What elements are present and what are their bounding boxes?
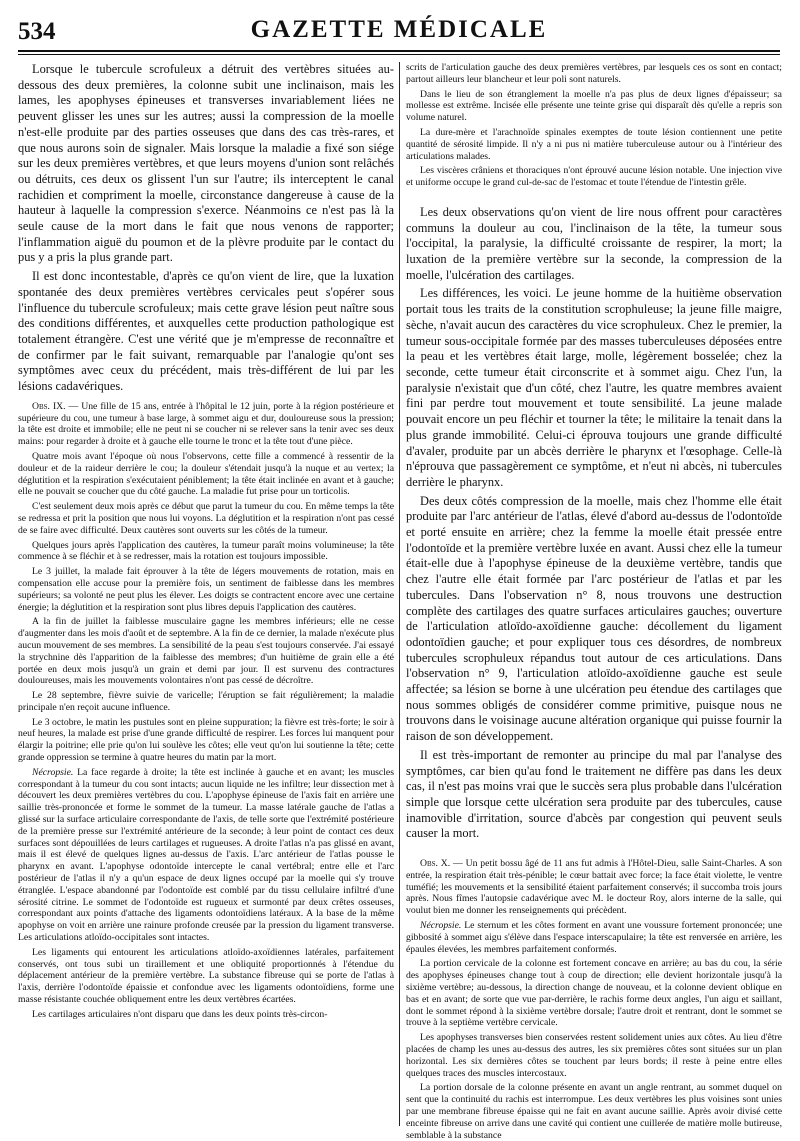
paragraph-text: scrits de l'articulation gauche des deux premières vertèbres, par lesquels ces os sont en contact; partout ailleurs leur blancheur et leur poli sont naturels. bbox=[406, 62, 782, 85]
paragraph bbox=[18, 269, 394, 395]
paragraph bbox=[18, 767, 394, 944]
paragraph bbox=[406, 1032, 782, 1079]
paragraph-text: Les ligaments qui entourent les articulations atloïdo-axoïdiennes latérales, parfaitement conservés, ont tous subi un tiraillement et une obliquité proportionnés à l'étendue du déplacement antérieur de la première vertèbre. La substance fibreuse qui se porte de l'atlas à l'axis, derrière l'odontoïde épaissie et confondue avec les ligaments odontoïdiens, forme une masse résistante couchée obliquement entre les deux vertèbres écartées. bbox=[18, 946, 394, 1006]
paragraph-text: La dure-mère et l'arachnoïde spinales exemptes de toute lésion contiennent une petite quantité de sérosité limpide. Il n'y a ni pus ni matière tuberculeuse autour ou à l'intérieur des articulations malades. bbox=[406, 126, 782, 162]
paragraph bbox=[18, 566, 394, 613]
paragraph bbox=[18, 1009, 394, 1021]
paragraph bbox=[406, 858, 782, 917]
paragraph-text: — Une fille de 15 ans, entrée à l'hôpital le 12 juin, porte à la région postérieure et supérieure du cou, une tumeur à base large, à sommet aigu et dur, douloureuse sous la pression; la tête est droite et immobile; elle ne peut ni se coucher ni se relever sans la tenir avec ses deux mains: pour regarder à droite et à gauche elle tourne le tronc et la tête tout d'une pièce. bbox=[18, 400, 394, 448]
paragraph bbox=[406, 165, 782, 189]
paragraph-text: Il est donc incontestable, d'après ce qu'on vient de lire, que la luxation spontanée des deux premières vertèbres cervicales peut s'opérer sous l'influence du tubercule scrofuleux; mais cette grave lésion peut naître sous des conditions différentes, et auxquelles cette production pathologique est totalement étrangère. C'est une vérité que je m'empresse de reconnaître et de confirmer par le fait suivant, remarquable par l'analogie qu'ont ses symptômes avec ceux du précédent, mais très-différent de lui par les lésions cadavériques. bbox=[18, 269, 394, 394]
paragraph bbox=[18, 501, 394, 536]
paragraph-text: La portion cervicale de la colonne est fortement concave en arrière; au bas du cou, la série des apophyses épineuses change tout à coup de direction; elle devient horizontale jusqu'à la sixième vertèbre; au-dessous, la direction change de nouveau, et la colonne devient oblique en bas et en avant; de sorte que vue par-derrière, le rachis forme deux angles, l'un aigu et saillant, dont le sommet répond à la sixième vertèbre dorsale; l'autre droit et rentrant, dont le sommet se trouve à la septième vertèbre cervicale. bbox=[406, 958, 782, 1029]
paragraph-text: La portion dorsale de la colonne présente en avant un angle rentrant, au sommet duquel on sent que la continuité du rachis est interrompue. Les deux vertèbres les plus voisines sont unies par une membrane fibreuse épaisse qui ne fait en avant aucune saillie. Après avoir divisé cette enceinte fibreuse on arrive dans une cavité qui contient une cuillerée de matière molle butireuse, semblable à la substance bbox=[406, 1082, 782, 1141]
paragraph-text: Dans le lieu de son étranglement la moelle n'a pas plus de deux lignes d'épaisseur; sa mollesse est extrême. Incisée elle présente une teinte grise qui disparaît dès qu'elle a repris son volume naturel. bbox=[406, 88, 782, 124]
paragraph-text: Le sternum et les côtes forment en avant une voussure fortement prononcée; une gibbosité à sommet aigu s'élève dans l'espace interscapulaire; la tête est renversée en arrière, les épaules élevées, les membres parfaitement conformés. bbox=[406, 920, 782, 955]
paragraph bbox=[18, 690, 394, 714]
page-header bbox=[18, 16, 780, 52]
paragraph bbox=[406, 127, 782, 162]
paragraph-text: A la fin de juillet la faiblesse musculaire gagne les membres inférieurs; elle ne cesse d'augmenter dans les mois d'août et de septembre. A la fin de ce dernier, la malade n'exécute plus aucun mouvement de ses membres. La sensibilité de la peau s'est toujours conservée. J'ai essayé la strychnine dès l'apparition de la faiblesse des membres; d'un huitième de grain elle a été portée en deux mois jusqu'à un grain et demi par jour. Il est survenu des contractures douloureuses, mais les mouvements volontaires n'ont pas cessé de décroître. bbox=[18, 616, 394, 687]
paragraph bbox=[406, 958, 782, 1029]
paragraph bbox=[18, 451, 394, 498]
paragraph-lead: Obs. IX. bbox=[32, 400, 66, 412]
paragraph-text: La face regarde à droite; la tête est inclinée à gauche et en avant; les muscles correspondant à la tumeur du cou sont intacts; aucun liquide ne les infiltre; leur dissection met à découvert les deux premières vertèbres du cou. L'apophyse épineuse de l'axis fait en arrière une saillie très-prononcée et forme le sommet de la tumeur. La masse latérale gauche de l'atlas a glissé sur la surface articulaire correspondante de l'axis, de telle sorte que l'extrémité postérieure de la première presse sur l'extrémité antérieure de la seconde; à leur point de contact ces deux surfaces sont dépouillées de leurs cartilages et rugueuses. A droite l'atlas n'a pas glissé en avant, mais il est élevé de quelques lignes au-dessus de l'axis. L'arc antérieur de l'atlas pousse le pharynx en avant. L'apophyse odontoïde intercepte le canal vertébral; entre elle et l'arc postérieur de l'atlas il n'y a qu'un espace de deux lignes occupé par la moelle qui s'y trouve étranglée. L'espace abandonné par l'odontoïde est comblé par du tissu cellulaire infiltré d'une sérosité citrine. Le sommet de l'odontoïde est rugueux et surmonté par deux crêtes osseuses, correspondant aux points d'attache des ligaments odontoïdiens latéraux. A la base de la même apophyse on voit en arrière une rainure profonde creusée par la pression du ligament transverse. Les articulations atloïdo-occipitales sont intactes. bbox=[18, 766, 394, 944]
paragraph bbox=[406, 748, 782, 842]
paragraph bbox=[406, 920, 782, 955]
paragraph-text: C'est seulement deux mois après ce début que parut la tumeur du cou. En même temps la tête se redressa et prit la position que nous lui voyons. La déglutition et la respiration n'ont pas cessé de se faire avec difficulté. Deux cautères sont ouverts sur les côtés de la tumeur. bbox=[18, 501, 394, 536]
paragraph-text: Les apophyses transverses bien conservées restent solidement unies aux côtes. Au lieu d'être placées de champ les unes au-dessus des autres, les six premières côtes sont situées sur un plan horizontal. Les six dernières côtes se touchent par leurs bords; il reste à peine entre elles quelques traces des muscles intercostaux. bbox=[406, 1032, 782, 1079]
paragraph-text: — Un petit bossu âgé de 11 ans fut admis à l'Hôtel-Dieu, salle Saint-Charles. A son entrée, la respiration était très-pénible; le cœur battait avec force; la face était violette, le ventre tuméfié; les mouvements et la sensibilité étaient parfaitement conservés; il succomba trois jours après. Nous fîmes l'autopsie cadavérique avec M. le docteur Roy, alors interne de la salle, qui voulut bien me donner les renseignements qui précèdent. bbox=[406, 858, 782, 917]
paragraph-text: Le 28 septembre, fièvre suivie de varicelle; l'éruption se fait régulièrement; la maladie principale n'en reçoit aucune influence. bbox=[18, 690, 394, 713]
paragraph-text: Les deux observations qu'on vient de lire nous offrent pour caractères communs la douleur au cou, l'inclinaison de la tête, la tumeur sous l'occipital, la paralysie, la difficulté croissante de respirer, la mort; la luxation de la première vertèbre sur la seconde, la compression de la moelle, l'ulcération des cartilages. bbox=[406, 204, 782, 282]
column-divider bbox=[399, 62, 400, 1126]
paragraph-text: Lorsque le tubercule scrofuleux a détruit des vertèbres situées au-dessous des deux premières, la colonne subit une inclinaison, mais les lames, les apophyses épineuses et transverses invariablement liées ne peuvent glisser les unes sur les autres; aussi la compression de la moelle n'est-elle produite par des parties osseuses que dans des cas très-rares, et que nous aurons soin de signaler. Mais lorsque la maladie a fixé son siége sur les deux premières vertèbres, et que leurs moyens d'union sont relâchés ou détruits, ces deux os glissent l'un sur l'autre; ils interceptent le canal rachidien et compriment la moelle, circonstance dangereuse à cause de la hauteur à laquelle la compression s'exerce. Néanmoins ce n'est pas là la seule cause de la mort dans le fait que nous venons de rapporter; l'inflammation aiguë du poumon et de la plèvre produite par le contact du pus y a pris la plus grande part. bbox=[18, 62, 394, 265]
paragraph-text: Des deux côtés compression de la moelle, mais chez l'homme elle était produite par l'arc antérieur de l'atlas, élevé d'abord au-dessus de l'odontoïde et porté ensuite en arrière; chez la femme la moelle était pressée entre l'odontoïde et la première vertèbre luxée en avant. Aussi chez elle la tumeur était-elle due à l'apophyse épineuse de la deuxième vertèbre, tandis que chez l'autre elle était formée par l'arc postérieur de l'atlas et par les tubercules. Dans l'observation n° 8, nous trouvons une destruction complète des cartilages des quatre surfaces articulaires gauches; ouverture de l'articulation atloïdo-axoïdienne gauche: décollement du ligament odontoïdien gauche; et pour expliquer tous ces désordres, de nombreux tubercules scrophuleux répandus tout autour de ces articulations. Dans l'observation n° 9, l'articulation atloïdo-axoïdienne gauche est seule affectée; sa lésion se borne à une ulcération peu étendue des cartilages que nous sommes obligés de considérer comme primitive, puisque nous ne trouvons dans le voisinage aucune altération organique qui puisse fournir la raison de son développement. bbox=[406, 493, 782, 744]
paragraph bbox=[406, 62, 782, 86]
paragraph-text: Les différences, les voici. Le jeune homme de la huitième observation portait tous les traits de la constitution scrophuleuse; la jeune fille maigre, sèche, n'avait aucun des caractères du vice scrophuleux. Chez le premier, la tumeur sous-occipitale formée par des masses tuberculeuses déposées entre la peau et les vertèbres était large, molle, légèrement bosselée; chez la seconde, cette tumeur était circonscrite et à sommet aigu. Chez l'un, la paralysie n'existait que d'un côté, chez l'autre, les quatre membres avaient fini par perdre tout mouvement et toute sensibilité. La jeune malade pouvait encore un peu fléchir et tourner la tête; le militaire la tenait dans la plus grande immobilité. Celui-ci éprouva toujours une grande difficulté d'avaler, produite par un abcès derrière le pharynx et l'œsophage. Celle-là n'éprouva que passagèrement ce symptôme, et n'eut ni abcès, ni tubercules derrière le pharynx. bbox=[406, 286, 782, 489]
paragraph bbox=[406, 494, 782, 745]
paragraph bbox=[18, 717, 394, 764]
paragraph-lead: Obs. X. bbox=[420, 858, 451, 870]
paragraph-text: Le 3 juillet, la malade fait éprouver à la tête de légers mouvements de rotation, mais en compensation elle accuse pour la première fois, un sentiment de faiblesse dans les membres supérieurs; sa volonté ne peut plus les élever. Les doigts se contractent encore avec une certaine énergie; la déglutition et la respiration sont plus libres depuis l'application des cautères. bbox=[18, 566, 394, 613]
paragraph-text: Les cartilages articulaires n'ont disparu que dans les deux points très-circon- bbox=[32, 1008, 328, 1020]
paragraph-text: Quelques jours après l'application des cautères, la tumeur paraît moins volumineuse; la tête commence à se fléchir et à se redresser, mais la rotation est toujours impossible. bbox=[18, 539, 394, 563]
paragraph-text: Quatre mois avant l'époque où nous l'observons, cette fille a commencé à ressentir de la douleur et de la raideur derrière le cou; la douleur s'étendait jusqu'à la nuque et au vertex; la déglutition et la respiration s'exécutaient péniblement; la tête était inclinée en avant et à gauche; elle ne pouvait se coucher que du côté gauche. La maladie fut prise pour un torticolis. bbox=[18, 450, 394, 498]
left-column bbox=[18, 62, 394, 1126]
paragraph-text: Il est très-important de remonter au principe du mal par l'analyse des symptômes, car bien qu'au fond le traitement ne diffère pas dans les deux cas, il n'est pas moins vrai que le succès sera plus probable dans l'ulcération simple que lorsque cette ulcération sera produite par des tubercules, cause inamovible d'irritation, source d'abcès par congestion qui peuvent seuls causer la mort. bbox=[406, 747, 782, 841]
right-column bbox=[406, 62, 782, 1141]
paragraph bbox=[18, 401, 394, 448]
paragraph bbox=[18, 62, 394, 266]
journal-title: GAZETTE MÉDICALE bbox=[250, 16, 548, 43]
paragraph-text: Les viscères crâniens et thoraciques n'ont éprouvé aucune lésion notable. Une injection vive et uniforme occupe le grand cul-de-sac de l'estomac et toute l'étendue de l'intestin grêle. bbox=[406, 165, 782, 189]
paragraph-text: Le 3 octobre, le matin les pustules sont en pleine suppuration; la fièvre est très-forte; le soir à neuf heures, la malade est prise d'une grande difficulté de respirer. Les forces lui manquent pour élargir la poitrine; elle prie qu'on lui soulève les côtes; elle veut qu'on lui soutienne la tête; cette grande oppression se termine à quatre heures du matin par la mort. bbox=[18, 716, 394, 764]
header-rule bbox=[18, 54, 780, 55]
page-number: 534 bbox=[18, 18, 56, 45]
paragraph bbox=[406, 205, 782, 284]
paragraph bbox=[406, 89, 782, 124]
paragraph bbox=[406, 286, 782, 490]
paragraph bbox=[18, 947, 394, 1006]
paragraph-lead: Nécropsie. bbox=[420, 920, 462, 932]
paragraph bbox=[18, 616, 394, 687]
paragraph-lead: Nécropsie. bbox=[32, 766, 74, 778]
paragraph bbox=[18, 540, 394, 564]
paragraph bbox=[406, 1082, 782, 1141]
